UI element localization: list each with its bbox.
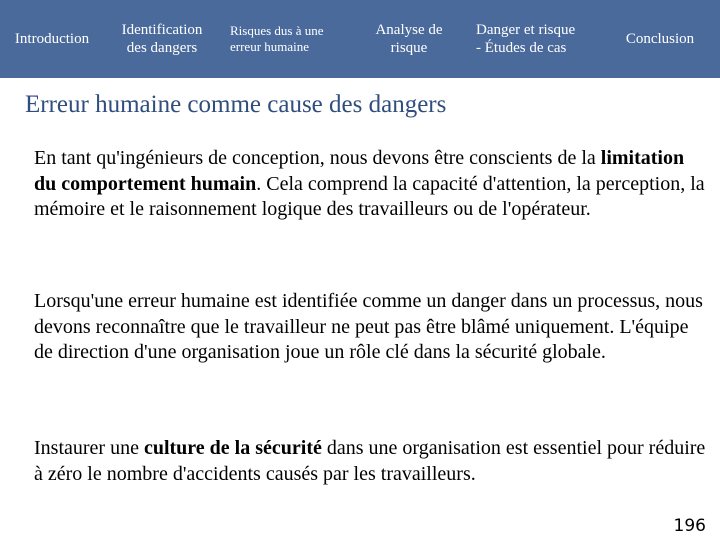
section-navbar <box>0 0 720 78</box>
slide-title: Erreur humaine comme cause des dangers <box>25 91 447 118</box>
paragraph-text: Instaurer une <box>34 437 144 459</box>
emphasis-text: culture de la sécurité <box>143 437 322 459</box>
nav-tab-conclusion[interactable] <box>606 0 714 78</box>
paragraph-safety-culture <box>34 436 710 487</box>
paragraph-text: . Cela comprend la capacité d'attention, la perception, la mémoire et le raisonnement logique des travailleurs ou de l'opérateur. <box>34 172 705 220</box>
nav-tab-label: Introduction <box>14 31 90 47</box>
emphasis-text: limitation du comportement humain <box>34 147 685 195</box>
nav-tab-label-line1: Analyse de <box>375 22 443 38</box>
nav-tab-label: Conclusion <box>625 31 695 47</box>
nav-tab-label-line2: risque <box>390 40 428 56</box>
nav-tab-label-line2: - Études de cas <box>476 40 567 56</box>
paragraph-worker-blame: Lorsqu'une erreur humaine est identifiée comme un danger dans un processus, nous devons reconnaître que le travailleur ne peut pas être blâmé uniquement. L'équipe de direction d'une organisation joue un rôle clé dans la sécurité globale. <box>34 290 703 363</box>
nav-tab-label-line2: des dangers <box>126 40 198 56</box>
paragraph-human-behavior-limitation <box>34 146 710 223</box>
nav-tab-risques-erreur-humaine[interactable] <box>224 0 352 78</box>
paragraph-text: En tant qu'ingénieurs de conception, nous devons être conscients de la <box>34 147 601 169</box>
paragraph-text: dans une organisation est essentiel pour réduire à zéro le nombre d'accidents causés par les travailleurs. <box>34 437 706 485</box>
nav-tab-danger-et-risque-etudes-de-cas[interactable] <box>470 0 600 78</box>
nav-tab-label-line1: Risques dus à une <box>230 23 324 39</box>
nav-tab-label-line2: erreur humaine <box>230 39 310 54</box>
nav-tab-label-line1: Danger et risque <box>476 22 576 38</box>
nav-tab-identification-des-dangers[interactable] <box>104 0 220 78</box>
nav-tab-introduction[interactable] <box>2 0 102 78</box>
page-number: 196 <box>673 516 706 536</box>
nav-tab-analyse-de-risque[interactable] <box>354 0 464 78</box>
nav-tab-label-line1: Identification <box>121 22 203 38</box>
